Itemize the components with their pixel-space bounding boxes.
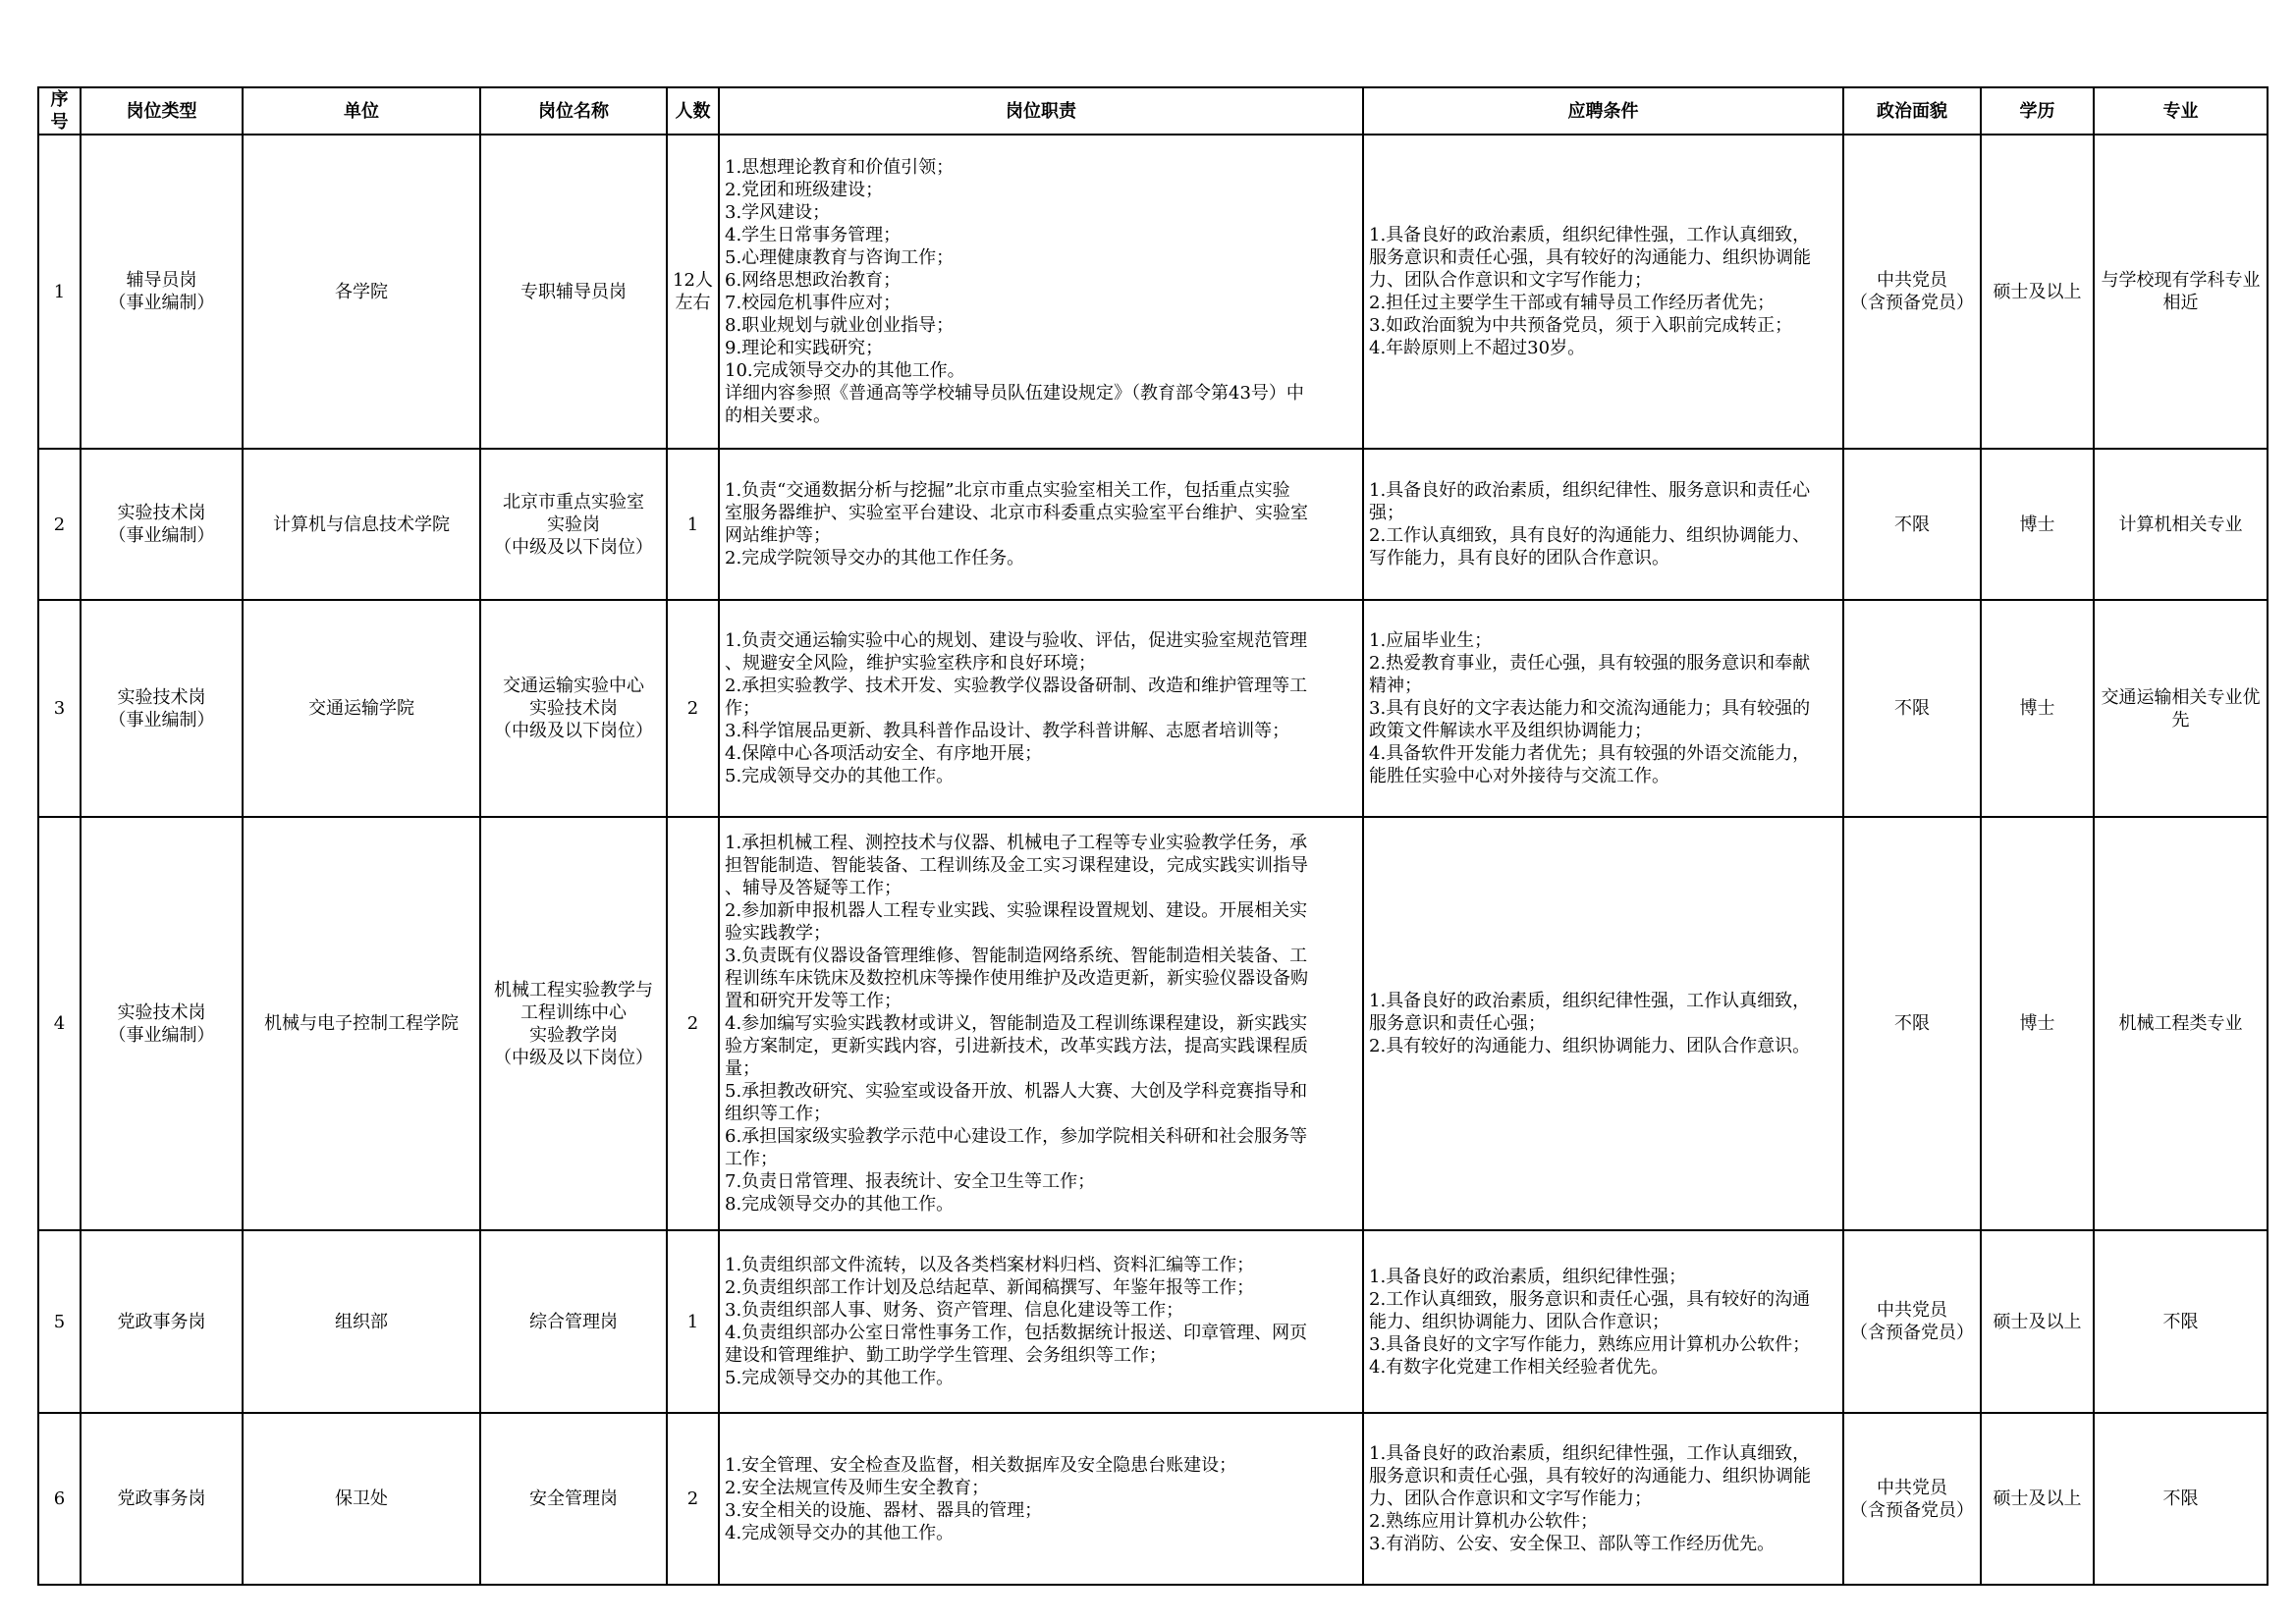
- recruitment-table: [37, 86, 2269, 1586]
- cell-unit: 组织部: [243, 1230, 480, 1413]
- cell-unit: 计算机与信息技术学院: [243, 449, 480, 600]
- cell-unit: 交通运输学院: [243, 600, 480, 817]
- cell-education: 硕士及以上: [1981, 1413, 2094, 1585]
- table-row: [38, 1230, 2268, 1413]
- table-row: [38, 600, 2268, 817]
- cell-seq: 3: [38, 600, 81, 817]
- cell-duties: 1.思想理论教育和价值引领； 2.党团和班级建设； 3.学风建设； 4.学生日常事务管理； 5.心理健康教育与咨询工作； 6.网络思想政治教育； 7.校园危机事件应对； 8.职业规划与就业创业指导； 9.理论和实践研究； 10.完成领导交办的其他工作。 详细内容参照《普通高等学校辅导员队伍建设规定》（教育部令第43号）中 的相关要求。: [719, 135, 1363, 449]
- header-type: 岗位类型: [81, 87, 243, 135]
- cell-unit: 机械与电子控制工程学院: [243, 817, 480, 1230]
- cell-political: 中共党员 （含预备党员）: [1843, 1230, 1981, 1413]
- table-body: [38, 135, 2268, 1585]
- cell-seq: 6: [38, 1413, 81, 1585]
- cell-political: 不限: [1843, 600, 1981, 817]
- cell-type: 实验技术岗 （事业编制）: [81, 817, 243, 1230]
- cell-political: 不限: [1843, 817, 1981, 1230]
- cell-conditions: 1.具备良好的政治素质，组织纪律性强，工作认真细致， 服务意识和责任心强； 2.具有较好的沟通能力、组织协调能力、团队合作意识。: [1363, 817, 1843, 1230]
- cell-major: 交通运输相关专业优先: [2094, 600, 2268, 817]
- cell-political: 中共党员 （含预备党员）: [1843, 135, 1981, 449]
- cell-count: 2: [667, 1413, 719, 1585]
- cell-type: 党政事务岗: [81, 1230, 243, 1413]
- header-row: [38, 87, 2268, 135]
- cell-education: 博士: [1981, 600, 2094, 817]
- table-row: [38, 449, 2268, 600]
- cell-duties: 1.负责交通运输实验中心的规划、建设与验收、评估，促进实验室规范管理 、规避安全风险，维护实验室秩序和良好环境； 2.承担实验教学、技术开发、实验教学仪器设备研制、改造和维护管理等工 作； 3.科学馆展品更新、教具科普作品设计、教学科普讲解、志愿者培训等； 4.保障中心各项活动安全、有序地开展； 5.完成领导交办的其他工作。: [719, 600, 1363, 817]
- header-count: 人数: [667, 87, 719, 135]
- header-major: 专业: [2094, 87, 2268, 135]
- cell-education: 博士: [1981, 449, 2094, 600]
- cell-conditions: 1.应届毕业生； 2.热爱教育事业，责任心强，具有较强的服务意识和奉献 精神； 3.具有良好的文字表达能力和交流沟通能力；具有较强的 政策文件解读水平及组织协调能力； 4.具备软件开发能力者优先；具有较强的外语交流能力， 能胜任实验中心对外接待与交流工作。: [1363, 600, 1843, 817]
- cell-duties: 1.承担机械工程、测控技术与仪器、机械电子工程等专业实验教学任务，承 担智能制造、智能装备、工程训练及金工实习课程建设，完成实践实训指导 、辅导及答疑等工作； 2.参加新申报机器人工程专业实践、实验课程设置规划、建设。开展相关实 验实践教学； 3.负责既有仪器设备管理维修、智能制造网络系统、智能制造相关装备、工 程训练车床铣床及数控机床等操作使用维护及改造更新，新实验仪器设备购 置和研究开发等工作； 4.参加编写实验实践教材或讲义，智能制造及工程训练课程建设，新实践实 验方案制定，更新实践内容，引进新技术，改革实践方法，提高实践课程质 量； 5.承担教改研究、实验室或设备开放、机器人大赛、大创及学科竞赛指导和 组织等工作； 6.承担国家级实验教学示范中心建设工作，参加学院相关科研和社会服务等 工作； 7.负责日常管理、报表统计、安全卫生等工作； 8.完成领导交办的其他工作。: [719, 817, 1363, 1230]
- cell-conditions: 1.具备良好的政治素质，组织纪律性强，工作认真细致， 服务意识和责任心强，具有较好的沟通能力、组织协调能 力、团队合作意识和文字写作能力； 2.熟练应用计算机办公软件； 3.有消防、公安、安全保卫、部队等工作经历优先。: [1363, 1413, 1843, 1585]
- header-duties: 岗位职责: [719, 87, 1363, 135]
- cell-count: 12人 左右: [667, 135, 719, 449]
- cell-post: 专职辅导员岗: [480, 135, 667, 449]
- cell-unit: 各学院: [243, 135, 480, 449]
- cell-post: 安全管理岗: [480, 1413, 667, 1585]
- header-political: 政治面貌: [1843, 87, 1981, 135]
- cell-post: 交通运输实验中心 实验技术岗 （中级及以下岗位）: [480, 600, 667, 817]
- table-row: [38, 1413, 2268, 1585]
- cell-conditions: 1.具备良好的政治素质，组织纪律性强，工作认真细致， 服务意识和责任心强，具有较好的沟通能力、组织协调能 力、团队合作意识和文字写作能力； 2.担任过主要学生干部或有辅导员工作经历者优先； 3.如政治面貌为中共预备党员，须于入职前完成转正； 4.年龄原则上不超过30岁。: [1363, 135, 1843, 449]
- cell-type: 实验技术岗 （事业编制）: [81, 600, 243, 817]
- cell-count: 2: [667, 817, 719, 1230]
- cell-count: 1: [667, 1230, 719, 1413]
- cell-duties: 1.负责“交通数据分析与挖掘”北京市重点实验室相关工作，包括重点实验 室服务器维护、实验室平台建设、北京市科委重点实验室平台维护、实验室 网站维护等； 2.完成学院领导交办的其他工作任务。: [719, 449, 1363, 600]
- cell-type: 党政事务岗: [81, 1413, 243, 1585]
- cell-major: 不限: [2094, 1230, 2268, 1413]
- cell-education: 博士: [1981, 817, 2094, 1230]
- header-education: 学历: [1981, 87, 2094, 135]
- header-seq: 序号: [38, 87, 81, 135]
- cell-count: 1: [667, 449, 719, 600]
- cell-seq: 4: [38, 817, 81, 1230]
- cell-unit: 保卫处: [243, 1413, 480, 1585]
- cell-duties: 1.负责组织部文件流转，以及各类档案材料归档、资料汇编等工作； 2.负责组织部工作计划及总结起草、新闻稿撰写、年鉴年报等工作； 3.负责组织部人事、财务、资产管理、信息化建设等工作； 4.负责组织部办公室日常性事务工作，包括数据统计报送、印章管理、网页 建设和管理维护、勤工助学学生管理、会务组织等工作； 5.完成领导交办的其他工作。: [719, 1230, 1363, 1413]
- cell-major: 计算机相关专业: [2094, 449, 2268, 600]
- table-row: [38, 817, 2268, 1230]
- cell-conditions: 1.具备良好的政治素质，组织纪律性、服务意识和责任心 强； 2.工作认真细致，具有良好的沟通能力、组织协调能力、 写作能力，具有良好的团队合作意识。: [1363, 449, 1843, 600]
- cell-seq: 2: [38, 449, 81, 600]
- cell-education: 硕士及以上: [1981, 135, 2094, 449]
- cell-seq: 5: [38, 1230, 81, 1413]
- header-conditions: 应聘条件: [1363, 87, 1843, 135]
- cell-duties: 1.安全管理、安全检查及监督，相关数据库及安全隐患台账建设； 2.安全法规宣传及师生安全教育； 3.安全相关的设施、器材、器具的管理； 4.完成领导交办的其他工作。: [719, 1413, 1363, 1585]
- table-row: [38, 135, 2268, 449]
- cell-political: 中共党员 （含预备党员）: [1843, 1413, 1981, 1585]
- cell-type: 辅导员岗 （事业编制）: [81, 135, 243, 449]
- cell-post: 综合管理岗: [480, 1230, 667, 1413]
- header-post: 岗位名称: [480, 87, 667, 135]
- cell-major: 与学校现有学科专业相近: [2094, 135, 2268, 449]
- header-unit: 单位: [243, 87, 480, 135]
- cell-education: 硕士及以上: [1981, 1230, 2094, 1413]
- cell-type: 实验技术岗 （事业编制）: [81, 449, 243, 600]
- cell-major: 不限: [2094, 1413, 2268, 1585]
- cell-post: 北京市重点实验室 实验岗 （中级及以下岗位）: [480, 449, 667, 600]
- cell-post: 机械工程实验教学与 工程训练中心 实验教学岗 （中级及以下岗位）: [480, 817, 667, 1230]
- cell-major: 机械工程类专业: [2094, 817, 2268, 1230]
- cell-count: 2: [667, 600, 719, 817]
- cell-political: 不限: [1843, 449, 1981, 600]
- cell-seq: 1: [38, 135, 81, 449]
- cell-conditions: 1.具备良好的政治素质，组织纪律性强； 2.工作认真细致，服务意识和责任心强，具有较好的沟通 能力、组织协调能力、团队合作意识； 3.具备良好的文字写作能力，熟练应用计算机办公软件； 4.有数字化党建工作相关经验者优先。: [1363, 1230, 1843, 1413]
